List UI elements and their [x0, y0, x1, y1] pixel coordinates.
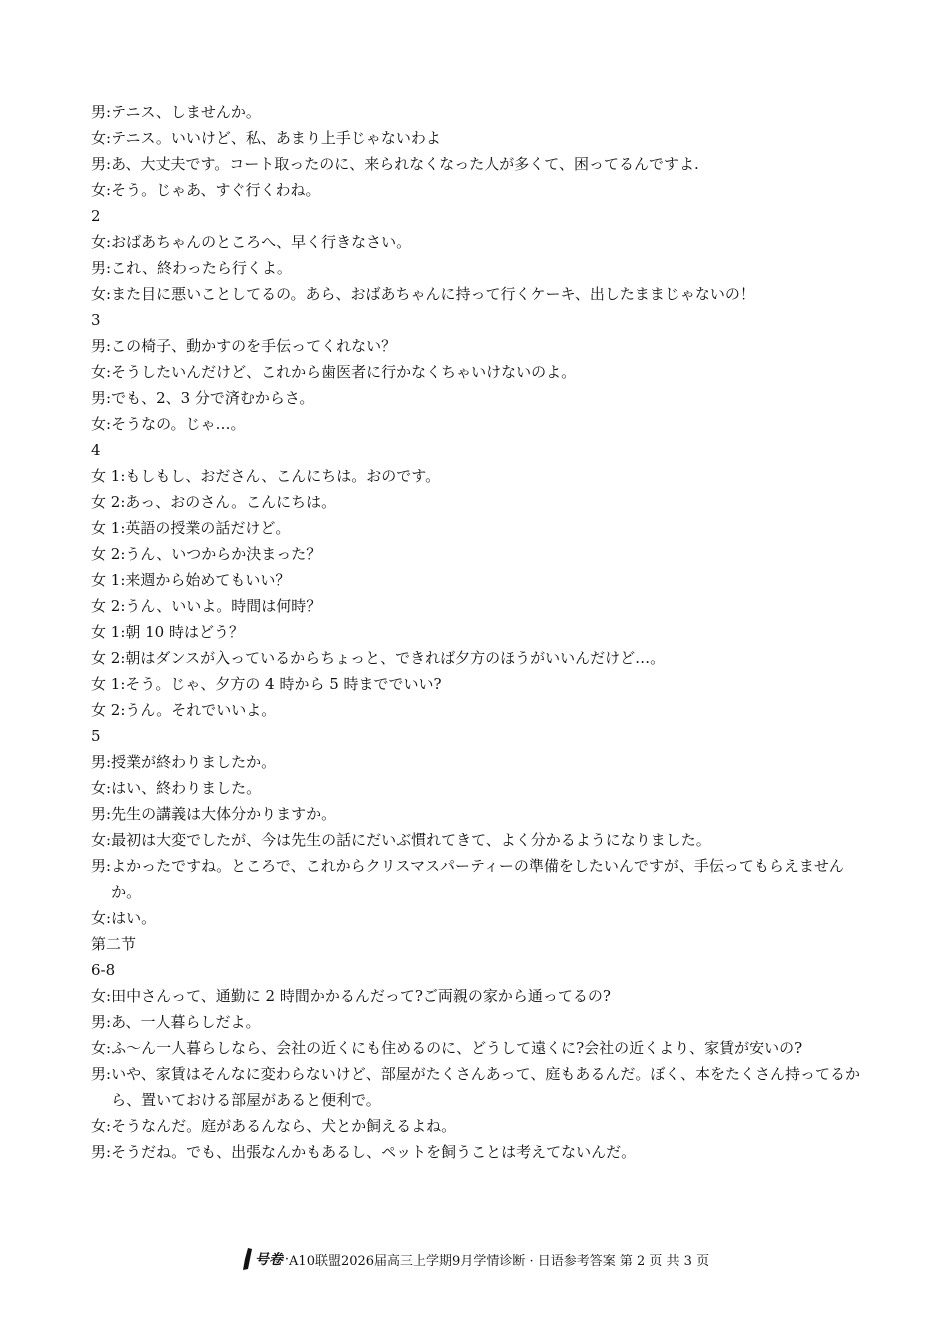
utterance-text: また目に悪いことしてるの。あら、おばあちゃんに持って行くケーキ、出したままじゃないの！: [111, 285, 755, 303]
utterance-text: いや、家賃はそんなに変わらないけど、部屋がたくさんあって、庭もあるんだ。ぼく、本をたくさん持ってるから、置いておける部屋があると便利で。: [111, 1065, 861, 1109]
dialogue-line: 女 2 : うん、いつからか決まった？: [91, 541, 871, 567]
dialogue-line: 女 2 : 朝はダンスが入っているからちょっと、できれば夕方のほうがいいんだけど…。: [91, 645, 871, 671]
dialogue-line: 女 : そうしたいんだけど、これから歯医者に行かなくちゃいけないのよ。: [91, 359, 871, 385]
speaker-label: 女: [91, 987, 107, 1005]
dialogue-line: 男 : 先生の講義は大体分かりますか。: [91, 801, 871, 827]
speaker-label: 男: [91, 337, 107, 355]
speaker-label: 男: [91, 805, 107, 823]
speaker-label: 女 2: [91, 649, 121, 667]
speaker-label: 女: [91, 779, 107, 797]
utterance-text: でも、2、3 分で済むからさ。: [111, 389, 315, 407]
dialogue-line: 男 : そうだね。でも、出張なんかもあるし、ペットを飼うことは考えてないんだ。: [91, 1139, 871, 1165]
utterance-text: この椅子、動かすのを手伝ってくれない？: [111, 337, 397, 355]
dialogue-line: 男 : この椅子、動かすのを手伝ってくれない？: [91, 333, 871, 359]
speaker-label: 女: [91, 415, 107, 433]
question-number: 3: [91, 311, 101, 329]
utterance-text: あ、大丈夫です。コート取ったのに、来られなくなった人が多くて、困ってるんですよ.: [111, 155, 699, 173]
dialogue-line: 男 : あ、一人暮らしだよ。: [91, 1009, 871, 1035]
dialogue-line: 男 : いや、家賃はそんなに変わらないけど、部屋がたくさんあって、庭もあるんだ。ぼく、本をたくさん持ってるから、置いておける部屋があると便利で。: [91, 1061, 871, 1113]
utterance-text: よかったですね。ところで、これからクリスマスパーティーの準備をしたいんですが、手伝ってもらえませんか。: [111, 857, 844, 901]
question-number: 4: [91, 441, 101, 459]
speaker-label: 男: [91, 103, 107, 121]
dialogue-line: 女 : はい。: [91, 905, 871, 931]
dialogue-line: 女 1 : 朝 10 時はどう？: [91, 619, 871, 645]
dialogue-line: 女 : そうなの。じゃ…。: [91, 411, 871, 437]
utterance-text: はい。: [111, 909, 157, 927]
question-number: 5: [91, 727, 101, 745]
utterance-text: そうなんだ。庭があるんなら、犬とか飼えるよね。: [111, 1117, 457, 1135]
dialogue-line: 女 : 田中さんって、通勤に 2 時間かかるんだって?ご両親の家から通ってるの?: [91, 983, 871, 1009]
dialogue-line: 男 : よかったですね。ところで、これからクリスマスパーティーの準備をしたいんですが、手伝ってもらえませんか。: [91, 853, 871, 905]
speaker-label: 男: [91, 259, 107, 277]
speaker-label: 女 2: [91, 545, 121, 563]
speaker-label: 男: [91, 389, 107, 407]
dialogue-line: 男 : 授業が終わりましたか。: [91, 749, 871, 775]
dialogue-line: 女 : はい、終わりました。: [91, 775, 871, 801]
speaker-label: 男: [91, 857, 107, 875]
speaker-label: 男: [91, 1013, 107, 1031]
dialogue-line: 女 2 : あっ、おのさん。こんにちは。: [91, 489, 871, 515]
utterance-text: あっ、おのさん。こんにちは。: [125, 493, 337, 511]
section-title: 第二节: [91, 935, 137, 953]
utterance-text: そうだね。でも、出張なんかもあるし、ペットを飼うことは考えてないんだ。: [111, 1143, 637, 1161]
utterance-text: おばあちゃんのところへ、早く行きなさい。: [111, 233, 412, 251]
speaker-label: 女: [91, 285, 107, 303]
utterance-text: そう。じゃ、夕方の 4 時から 5 時まででいい?: [125, 675, 442, 693]
dialogue-2: [91, 203, 871, 307]
dialogue-line: 女 1 : 来週から始めてもいい？: [91, 567, 871, 593]
speaker-label: 男: [91, 1065, 107, 1083]
dialogue-line: 男 : これ、終わったら行くよ。: [91, 255, 871, 281]
speaker-label: 女: [91, 909, 107, 927]
dialogue-line: 女 : テニス。いいけど、私、あまり上手じゃないわよ: [91, 125, 871, 151]
utterance-text: 田中さんって、通勤に 2 時間かかるんだって?ご両親の家から通ってるの?: [111, 987, 611, 1005]
utterance-text: 朝はダンスが入っているからちょっと、できれば夕方のほうがいいんだけど…。: [125, 649, 666, 667]
speaker-label: 女: [91, 831, 107, 849]
utterance-text: 先生の講義は大体分かりますか。: [111, 805, 337, 823]
speaker-label: 男: [91, 753, 107, 771]
utterance-text: もしもし、おださん、こんにちは。おのです。: [125, 467, 441, 485]
speaker-label: 女: [91, 1117, 107, 1135]
speaker-label: 女: [91, 233, 107, 251]
utterance-text: 来週から始めてもいい？: [125, 571, 291, 589]
speaker-label: 女 2: [91, 493, 121, 511]
question-range: 6-8: [91, 961, 116, 979]
utterance-text: あ、一人暮らしだよ。: [111, 1013, 261, 1031]
utterance-text: うん、いいよ。時間は何時？: [125, 597, 322, 615]
utterance-text: これ、終わったら行くよ。: [111, 259, 292, 277]
speaker-label: 女: [91, 1039, 107, 1057]
dialogue-line: 女 1 : もしもし、おださん、こんにちは。おのです。: [91, 463, 871, 489]
utterance-text: 授業が終わりましたか。: [111, 753, 277, 771]
utterance-text: はい、終わりました。: [111, 779, 262, 797]
footer-separator: ·: [284, 1251, 290, 1267]
dialogue-line: 女 2 : うん。それでいいよ。: [91, 697, 871, 723]
dialogue-line: 女 1 : そう。じゃ、夕方の 4 時から 5 時まででいい?: [91, 671, 871, 697]
dialogue-line: 男 : でも、2、3 分で済むからさ。: [91, 385, 871, 411]
speaker-label: 女 1: [91, 675, 121, 693]
dialogue-line: 男 : テニス、しませんか。: [91, 99, 871, 125]
utterance-text: テニス、しませんか。: [111, 103, 261, 121]
utterance-text: 朝 10 時はどう？: [125, 623, 244, 641]
speaker-label: 男: [91, 155, 107, 173]
utterance-text: うん、いつからか決まった？: [125, 545, 322, 563]
dialogue-line: 女 : おばあちゃんのところへ、早く行きなさい。: [91, 229, 871, 255]
dialogue-3: [91, 307, 871, 437]
dialogue-line: 女 : また目に悪いことしてるの。あら、おばあちゃんに持って行くケーキ、出したままじゃないの！: [91, 281, 871, 307]
logo-text: 号卷: [254, 1252, 283, 1268]
utterance-text: テニス。いいけど、私、あまり上手じゃないわよ: [111, 129, 441, 147]
footer-text: A10联盟2026届高三上学期9月学情诊断 · 日语参考答案 第 2 页 共 3 页: [289, 1253, 710, 1269]
dialogue-5: [91, 723, 871, 931]
utterance-text: うん。それでいいよ。: [125, 701, 277, 719]
speaker-label: 女 2: [91, 597, 121, 615]
utterance-text: そうしたいんだけど、これから歯医者に行かなくちゃいけないのよ。: [111, 363, 577, 381]
dialogue-line: 女 : ふ～ん一人暮らしなら、会社の近くにも住めるのに、どうして遠くに?会社の近くより、家賃が安いの?: [91, 1035, 871, 1061]
dialogue-4: [91, 437, 871, 723]
speaker-label: 男: [91, 1143, 107, 1161]
dialogue-line: 女 : そうなんだ。庭があるんなら、犬とか飼えるよね。: [91, 1113, 871, 1139]
page-footer: [0, 1244, 950, 1274]
speaker-label: 女: [91, 363, 107, 381]
speaker-label: 女 1: [91, 519, 121, 537]
dialogue-line: 女 2 : うん、いいよ。時間は何時？: [91, 593, 871, 619]
dialogue-line: 男 : あ、大丈夫です。コート取ったのに、来られなくなった人が多くて、困ってるんですよ.: [91, 151, 871, 177]
utterance-text: そうなの。じゃ…。: [111, 415, 246, 433]
question-number: 2: [91, 207, 101, 225]
dialogue-1: [91, 99, 871, 203]
speaker-label: 女: [91, 129, 107, 147]
brand-logo: [241, 1247, 283, 1271]
speaker-label: 女 1: [91, 571, 121, 589]
speaker-label: 女 2: [91, 701, 121, 719]
utterance-text: そう。じゃあ、すぐ行くわね。: [111, 181, 321, 199]
speaker-label: 女 1: [91, 623, 121, 641]
utterance-text: 英語の授業の話だけど。: [125, 519, 291, 537]
section-2: [91, 931, 871, 1165]
dialogue-line: 女 : そう。じゃあ、すぐ行くわね。: [91, 177, 871, 203]
brush-stroke-icon: [241, 1247, 253, 1271]
dialogue-line: 女 1 : 英語の授業の話だけど。: [91, 515, 871, 541]
speaker-label: 女 1: [91, 467, 121, 485]
utterance-text: ふ～ん一人暮らしなら、会社の近くにも住めるのに、どうして遠くに?会社の近くより、家賃が安いの?: [111, 1039, 803, 1057]
transcript-body: [91, 99, 871, 1165]
utterance-text: 最初は大変でしたが、今は先生の話にだいぶ慣れてきて、よく分かるようになりました。: [111, 831, 711, 849]
dialogue-line: 女 : 最初は大変でしたが、今は先生の話にだいぶ慣れてきて、よく分かるようになりました。: [91, 827, 871, 853]
speaker-label: 女: [91, 181, 107, 199]
